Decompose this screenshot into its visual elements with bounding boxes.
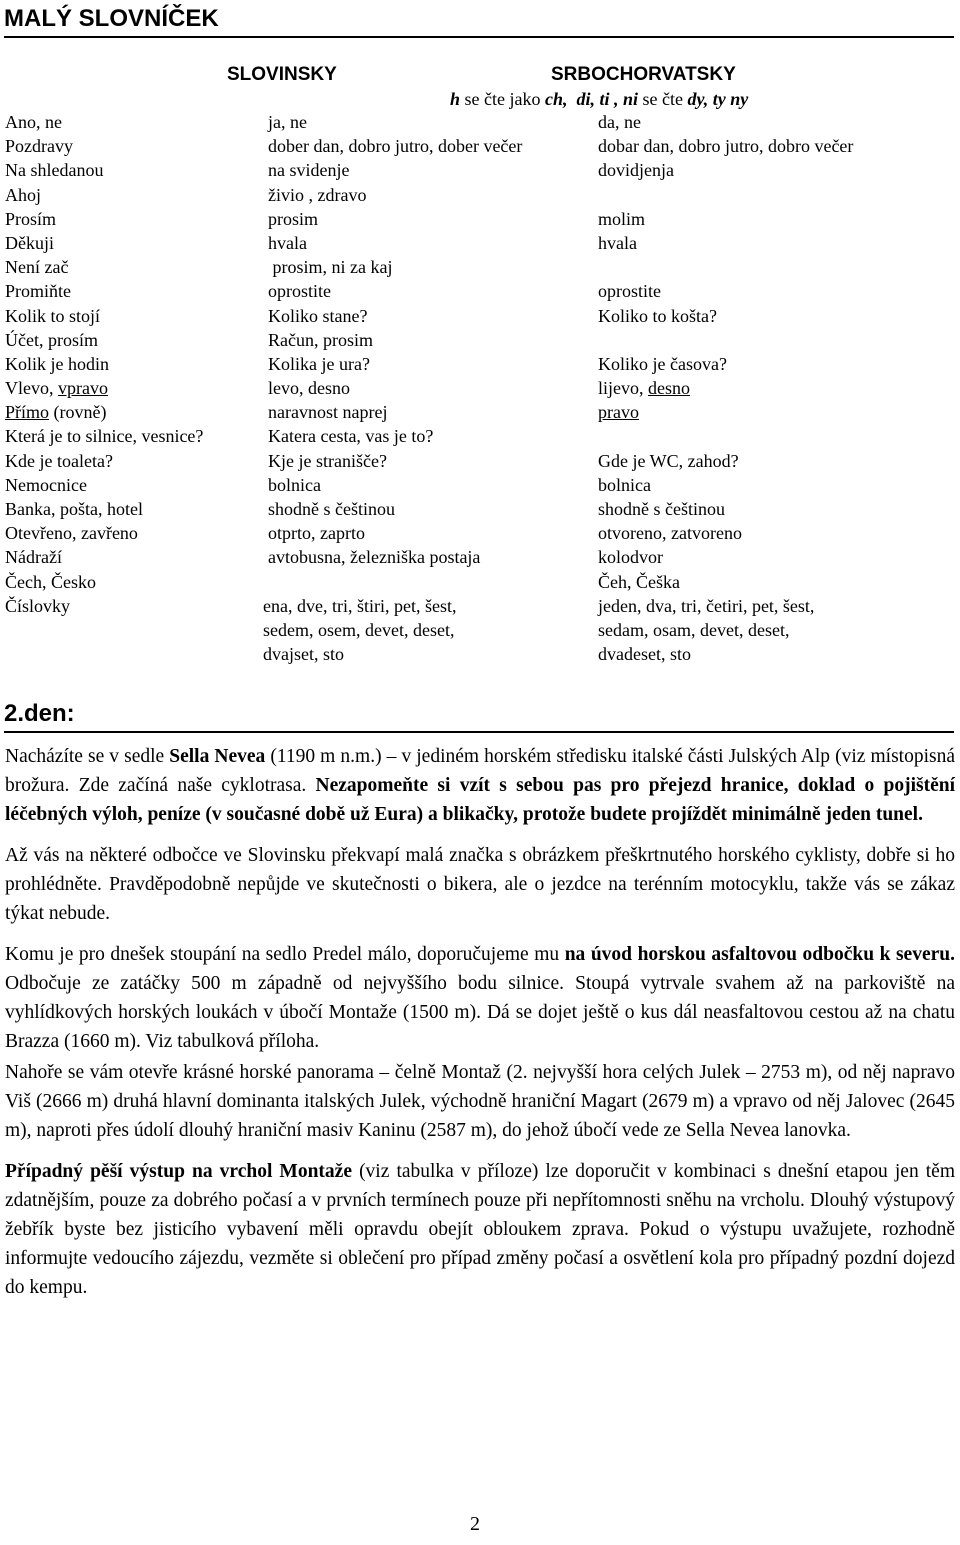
vocab-slovene: prosim, ni za kaj <box>268 257 393 278</box>
vocab-slovene: Katera cesta, vas je to? <box>268 426 434 447</box>
note-h: h <box>450 89 461 109</box>
vocab-row <box>5 352 960 376</box>
vocab-czech <box>5 376 108 400</box>
vocab-slovene: dvajset, sto <box>263 644 344 665</box>
vocab-czech: Která je to silnice, vesnice? <box>5 426 204 447</box>
vocab-slovene: Kolika je ura? <box>268 353 370 374</box>
note-dy-ty-ny: dy, ty ny <box>687 89 749 109</box>
vocabulary-table <box>5 110 960 666</box>
text: (viz tabulka v příloze) lze doporučit v kombinaci s dnešní etapou jen těm zdatnějším, pouze za dobrého počasí a v prvních termínech pouze při nepřítomnosti sněhu na vrcholu. Dlouhý výstupový žebřík byste bez jisticího vybavení měli opravdu obejít obloukem zprava. Pokud o výstupu uvažujete, rozhodně informujte vedoucího zájezdu, vezměte si oblečení pro případ změny počasí a osvětlení kola pro případný pozdní dojezd do kempu. <box>5 1161 955 1298</box>
vocab-row <box>5 376 960 400</box>
vocab-czech-underlined: Přímo <box>5 402 50 423</box>
vocab-slovene: dober dan, dobro jutro, dober večer <box>268 136 523 157</box>
vocab-row <box>5 304 960 328</box>
vocab-czech: Čech, Česko <box>5 571 96 592</box>
vocab-row <box>5 473 960 497</box>
vocab-croatian: sedam, osam, devet, deset, <box>598 619 790 640</box>
bold-text: Případný pěší výstup na vrchol Montaže <box>5 1161 352 1182</box>
page-title: MALÝ SLOVNÍČEK <box>4 2 954 38</box>
vocab-croatian-underlined: desno <box>648 378 690 399</box>
note-di-ti-ni: di, ti , ni <box>576 89 638 109</box>
vocab-slovene: bolnica <box>268 474 321 495</box>
vocab-slovene: naravnost naprej <box>268 402 388 423</box>
vocab-slovene: ena, dve, tri, štiri, pet, šest, <box>263 595 457 616</box>
vocab-slovene: otprto, zaprto <box>268 523 365 544</box>
vocab-czech: Ahoj <box>5 184 41 205</box>
text: (1190 m n.m.) – v jediném horském středisku italské části Julských Alp (viz místopisná brožura. Zde začíná naše cyklotrasa. <box>5 746 955 796</box>
vocab-croatian: Koliko je časova? <box>598 353 727 374</box>
vocab-row <box>5 424 960 448</box>
vocab-row <box>5 231 960 255</box>
vocab-czech: Pozdravy <box>5 136 73 157</box>
day-2-text <box>5 742 955 1314</box>
vocab-croatian-underlined: pravo <box>598 402 639 423</box>
vocab-czech: Ano, ne <box>5 112 62 132</box>
vocab-czech-part: Vlevo, <box>5 378 58 399</box>
text: Odbočuje ze zatáčky 500 m západně od nejvyššího bodu silnice. Stoupá vytrvale svahem až na parkoviště na vyhlídkových horských loukách v úbočí Montaže (1500 m). Dá se dojet ještě o kus dál neasfaltovou cestou až na chatu Brazza (1660 m). Viz tabulková příloha. <box>5 973 955 1052</box>
paragraph <box>5 940 955 1056</box>
vocab-czech: Kde je toaleta? <box>5 450 113 471</box>
text: Komu je pro dnešek stoupání na sedlo Predel málo, doporučujeme mu <box>5 944 565 965</box>
vocab-slovene: levo, desno <box>268 378 350 399</box>
vocab-row <box>5 207 960 231</box>
column-header-srbochorvatsky: SRBOCHORVATSKY <box>551 64 736 85</box>
bold-text: na úvod horskou asfaltovou odbočku k severu. <box>564 944 955 965</box>
vocab-czech: Banka, pošta, hotel <box>5 499 143 519</box>
vocab-slovene: Račun, prosim <box>268 329 373 350</box>
vocab-slovene: shodně s češtinou <box>268 499 395 519</box>
vocab-croatian: bolnica <box>598 474 651 495</box>
vocab-croatian: Gde je WC, zahod? <box>598 450 739 471</box>
vocab-czech: Účet, prosím <box>5 329 98 350</box>
vocab-czech: Děkuji <box>5 232 54 253</box>
vocab-czech: Číslovky <box>5 595 71 616</box>
vocab-croatian: shodně s češtinou <box>598 499 725 519</box>
vocab-row <box>5 570 960 594</box>
note-text-2: se čte <box>638 89 688 109</box>
vocab-croatian: otvoreno, zatvoreno <box>598 523 742 544</box>
vocab-slovene: hvala <box>268 232 307 253</box>
vocab-slovene: Koliko stane? <box>268 305 368 326</box>
note-ch: ch, <box>544 89 568 109</box>
vocab-row <box>5 642 960 666</box>
vocab-croatian: kolodvor <box>598 547 663 568</box>
vocab-row <box>5 400 960 424</box>
vocab-czech: Promiňte <box>5 281 71 302</box>
section-heading-day-2: 2.den: <box>4 697 954 733</box>
vocab-croatian: jeden, dva, tri, četiri, pet, šest, <box>598 595 815 616</box>
vocab-croatian: dvadeset, sto <box>598 644 691 665</box>
vocab-slovene: prosim <box>268 208 319 229</box>
vocab-row <box>5 255 960 279</box>
vocab-czech <box>5 400 107 424</box>
vocab-czech: Otevřeno, zavřeno <box>5 523 138 544</box>
vocab-row <box>5 183 960 207</box>
vocab-croatian: oprostite <box>598 281 661 302</box>
paragraph <box>5 742 955 829</box>
vocab-croatian: Čeh, Češka <box>598 571 680 592</box>
vocab-row <box>5 618 960 642</box>
bold-text: Sella Nevea <box>169 746 266 767</box>
vocab-czech-part: (rovně) <box>49 402 107 423</box>
vocab-row <box>5 545 960 569</box>
vocab-row <box>5 594 960 618</box>
paragraph <box>5 1157 955 1302</box>
vocab-czech: Není zač <box>5 257 69 278</box>
text: Nacházíte se v sedle <box>5 746 170 767</box>
note-text-1: se čte jako <box>460 89 545 109</box>
vocab-croatian: dobar dan, dobro jutro, dobro večer <box>598 136 854 157</box>
bold-text: Nezapomeňte si vzít s sebou pas pro přejezd hranice, doklad o pojištění léčebných výloh, peníze (v současné době už Eura) a blikačky, protože budete projíždět minimálně jeden tunel. <box>5 775 955 825</box>
vocab-croatian: molim <box>598 208 646 229</box>
paragraph: Nahoře se vám otevře krásné horské panorama – čelně Montaž (2. nejvyšší hora celých Julek – 2753 m), od něj napravo Viš (2666 m) druhá hlavní dominanta italských Julek, východně hraniční Magart (2679 m) a vpravo od něj Jalovec (2645 m), naproti přes údolí dlouhý hraniční masiv Kaninu (2587 m), do jehož úbočí vede ze Sella Nevea lanovka. <box>5 1062 955 1141</box>
vocab-slovene: Kje je stranišče? <box>268 450 387 471</box>
vocab-row <box>5 497 960 521</box>
vocab-row <box>5 158 960 182</box>
vocab-czech: Kolik to stojí <box>5 305 101 326</box>
vocab-row <box>5 279 960 303</box>
vocab-row <box>5 134 960 158</box>
vocab-row <box>5 110 960 134</box>
vocab-croatian: da, ne <box>598 112 641 132</box>
vocab-czech: Na shledanou <box>5 160 104 181</box>
vocab-croatian: hvala <box>598 232 637 253</box>
vocab-czech: Nádraží <box>5 547 62 568</box>
vocab-slovene: živio , zdravo <box>268 184 367 205</box>
vocab-row <box>5 449 960 473</box>
page-number: 2 <box>470 1513 480 1535</box>
vocab-croatian: Koliko to košta? <box>598 305 717 326</box>
vocab-slovene: oprostite <box>268 281 331 302</box>
vocab-slovene: avtobusna, železniška postaja <box>268 547 481 568</box>
vocab-czech: Nemocnice <box>5 474 87 495</box>
paragraph: Až vás na některé odbočce ve Slovinsku překvapí malá značka s obrázkem přeškrtnutého horského cyklisty, dobře si ho prohlédněte. Pravděpodobně nepůjde ve skutečnosti o bikera, ale o jezdce na terénním motocyklu, takže vás se zákaz týkat nebude. <box>5 845 955 924</box>
vocab-slovene: sedem, osem, devet, deset, <box>263 619 455 640</box>
vocab-croatian: dovidjenja <box>598 160 674 181</box>
vocab-row <box>5 521 960 545</box>
vocab-czech: Prosím <box>5 208 57 229</box>
pronunciation-note <box>450 88 748 110</box>
column-header-slovinsky: SLOVINSKY <box>227 64 337 85</box>
vocab-czech: Kolik je hodin <box>5 353 109 374</box>
vocab-czech-underlined: vpravo <box>58 378 108 399</box>
vocab-croatian <box>598 376 690 400</box>
vocab-slovene: ja, ne <box>268 112 307 132</box>
vocab-croatian-part: lijevo, <box>598 378 648 399</box>
vocab-row <box>5 328 960 352</box>
vocab-slovene: na svidenje <box>268 160 350 181</box>
